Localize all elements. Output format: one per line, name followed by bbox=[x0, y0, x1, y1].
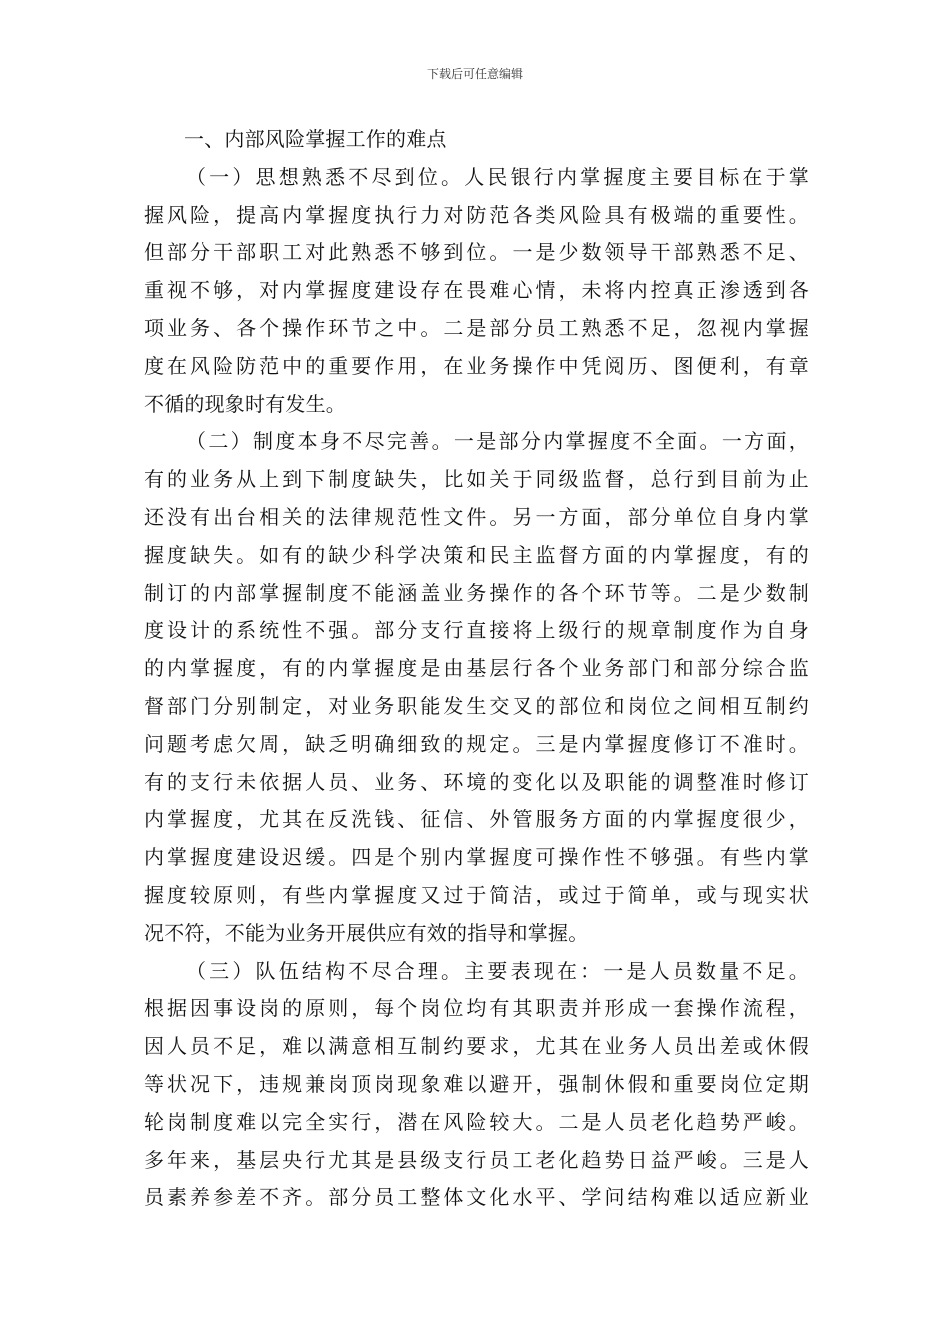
paragraph-line: 度设计的系统性不强。部分支行直接将上级行的规章制度作为自身 bbox=[144, 618, 809, 643]
document-body bbox=[144, 121, 809, 1217]
paragraph-3 bbox=[144, 953, 809, 1218]
paragraph-line: 握度较原则，有些内掌握度又过于简洁，或过于简单，或与现实状 bbox=[144, 882, 809, 907]
paragraph-line: （一）思想熟悉不尽到位。人民银行内掌握度主要目标在于掌 bbox=[186, 164, 809, 189]
paragraph-line: 等状况下，违规兼岗顶岗现象难以避开，强制休假和重要岗位定期 bbox=[144, 1071, 809, 1096]
paragraph-1 bbox=[144, 159, 809, 424]
paragraph-line: 项业务、各个操作环节之中。二是部分员工熟悉不足，忽视内掌握 bbox=[144, 315, 809, 340]
paragraph-line: 度在风险防范中的重要作用，在业务操作中凭阅历、图便利，有章 bbox=[144, 353, 809, 378]
paragraph-line: 制订的内部掌握制度不能涵盖业务操作的各个环节等。二是少数制 bbox=[144, 580, 809, 605]
paragraph-line: 轮岗制度难以完全实行，潜在风险较大。二是人员老化趋势严峻。 bbox=[144, 1109, 809, 1134]
paragraph-line: 还没有出台相关的法律规范性文件。另一方面，部分单位自身内掌 bbox=[144, 504, 809, 529]
paragraph-line: 根据因事设岗的原则，每个岗位均有其职责并形成一套操作流程， bbox=[144, 996, 809, 1021]
header-note: 下载后可任意编辑 bbox=[426, 67, 523, 81]
paragraph-line: 不循的现象时有发生。 bbox=[144, 391, 346, 416]
paragraph-line: 重视不够，对内掌握度建设存在畏难心情，未将内控真正渗透到各 bbox=[144, 278, 809, 303]
paragraph-line: 内掌握度建设迟缓。四是个别内掌握度可操作性不够强。有些内掌 bbox=[144, 845, 809, 870]
paragraph-line: 况不符，不能为业务开展供应有效的指导和掌握。 bbox=[144, 920, 589, 945]
paragraph-line: 但部分干部职工对此熟悉不够到位。一是少数领导干部熟悉不足、 bbox=[144, 240, 809, 265]
paragraph-2 bbox=[144, 423, 809, 952]
paragraph-line: 内掌握度，尤其在反洗钱、征信、外管服务方面的内掌握度很少， bbox=[144, 807, 809, 832]
section-heading: 一、内部风险掌握工作的难点 bbox=[184, 127, 447, 151]
paragraph-line: （二）制度本身不尽完善。一是部分内掌握度不全面。一方面， bbox=[186, 429, 809, 454]
paragraph-line: 有的业务从上到下制度缺失，比如关于同级监督，总行到目前为止 bbox=[144, 467, 809, 492]
paragraph-line: （三）队伍结构不尽合理。主要表现在：一是人员数量不足。 bbox=[186, 958, 809, 983]
paragraph-line: 握风险，提高内掌握度执行力对防范各类风险具有极端的重要性。 bbox=[144, 202, 809, 227]
paragraph-line: 员素养参差不齐。部分员工整体文化水平、学问结构难以适应新业 bbox=[144, 1185, 809, 1210]
paragraph-line: 因人员不足，难以满意相互制约要求，尤其在业务人员出差或休假 bbox=[144, 1034, 809, 1059]
paragraph-line: 多年来，基层央行尤其是县级支行员工老化趋势日益严峻。三是人 bbox=[144, 1147, 809, 1172]
paragraph-line: 督部门分别制定，对业务职能发生交叉的部位和岗位之间相互制约 bbox=[144, 693, 809, 718]
paragraph-line: 握度缺失。如有的缺少科学决策和民主监督方面的内掌握度，有的 bbox=[144, 542, 809, 567]
paragraph-line: 问题考虑欠周，缺乏明确细致的规定。三是内掌握度修订不准时。 bbox=[144, 731, 809, 756]
paragraph-line: 的内掌握度，有的内掌握度是由基层行各个业务部门和部分综合监 bbox=[144, 656, 809, 681]
paragraph-line: 有的支行未依据人员、业务、环境的变化以及职能的调整准时修订 bbox=[144, 769, 809, 794]
